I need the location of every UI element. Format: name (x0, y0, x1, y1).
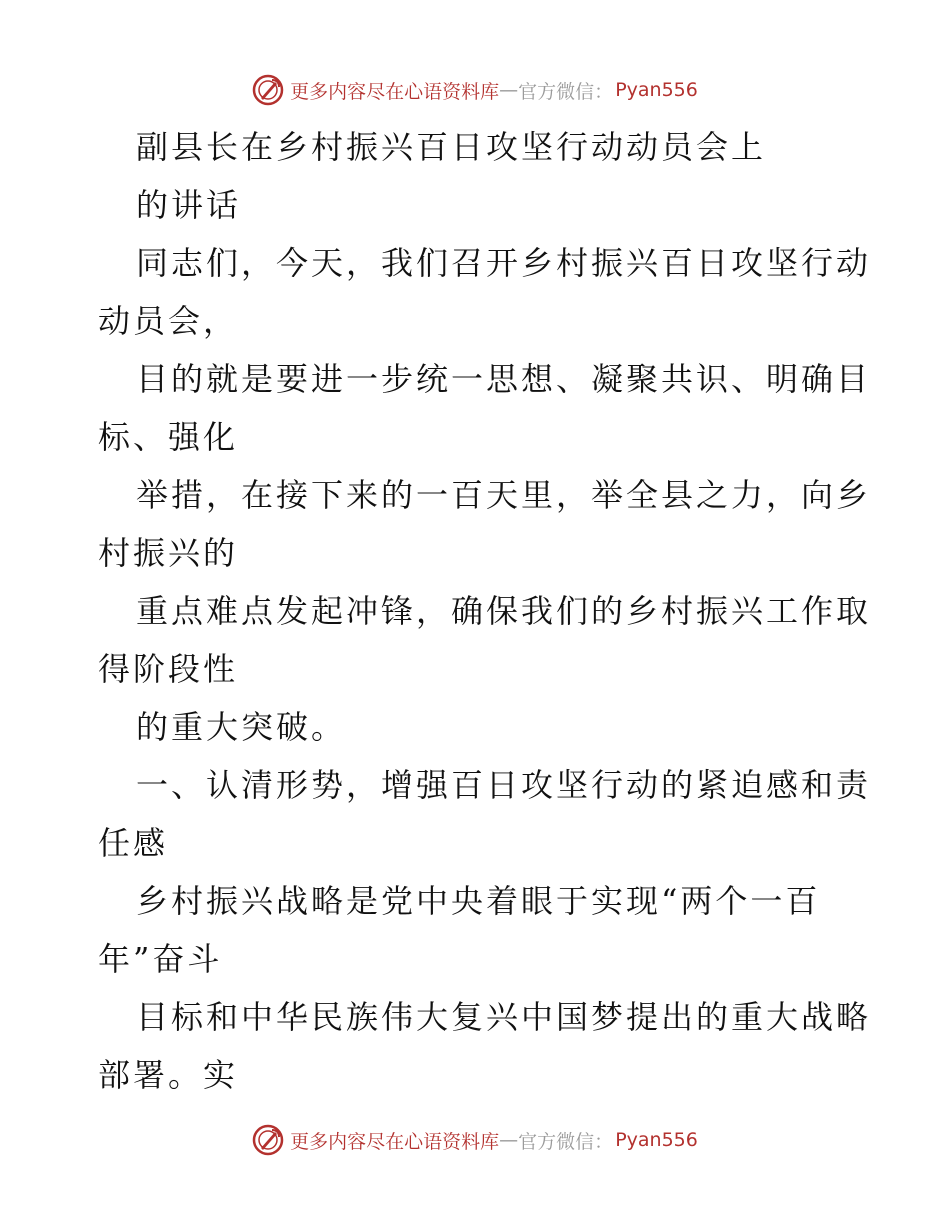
text-line: 标、强化 (98, 418, 239, 456)
watermark-title: 更多内容尽在心语资料库 (290, 1130, 500, 1153)
watermark-wechat-id: Pyan556 (615, 1129, 698, 1151)
text-line: 同志们，今天，我们召开乡村振兴百日攻坚行动 (136, 244, 872, 282)
watermark-wechat-label: 官方微信： (518, 80, 614, 103)
text-line: 任感 (98, 824, 169, 862)
quill-logo-icon (252, 1124, 284, 1156)
text-line: 副县长在乡村振兴百日攻坚行动动员会上 (136, 128, 767, 166)
text-line: 的讲话 (136, 186, 242, 224)
watermark-title: 更多内容尽在心语资料库 (290, 80, 500, 103)
watermark-wechat-id: Pyan556 (615, 79, 698, 101)
text-line: 动员会， (98, 302, 239, 340)
text-line: 得阶段性 (98, 650, 239, 688)
watermark-dash: — (499, 1129, 519, 1151)
text-line: 的重大突破。 (136, 708, 347, 746)
document-body (98, 118, 872, 1104)
header-watermark (0, 72, 950, 108)
text-line: 目标和中华民族伟大复兴中国梦提出的重大战略 (136, 998, 872, 1036)
text-line: 一、认清形势，增强百日攻坚行动的紧迫感和责 (136, 766, 872, 804)
watermark-dash: — (499, 79, 519, 101)
text-line: 村振兴的 (98, 534, 239, 572)
text-line: 重点难点发起冲锋，确保我们的乡村振兴工作取 (136, 592, 872, 630)
text-line: 举措，在接下来的一百天里，举全县之力，向乡 (136, 476, 872, 514)
text-line: 乡村振兴战略是党中央着眼于实现“两个一百 (136, 882, 821, 920)
text-line: 部署。实 (98, 1056, 239, 1094)
footer-watermark (0, 1122, 950, 1158)
quill-logo-icon (252, 74, 284, 106)
text-line: 年”奋斗 (98, 940, 223, 978)
text-line: 目的就是要进一步统一思想、凝聚共识、明确目 (136, 360, 872, 398)
watermark-wechat-label: 官方微信： (518, 1130, 614, 1153)
